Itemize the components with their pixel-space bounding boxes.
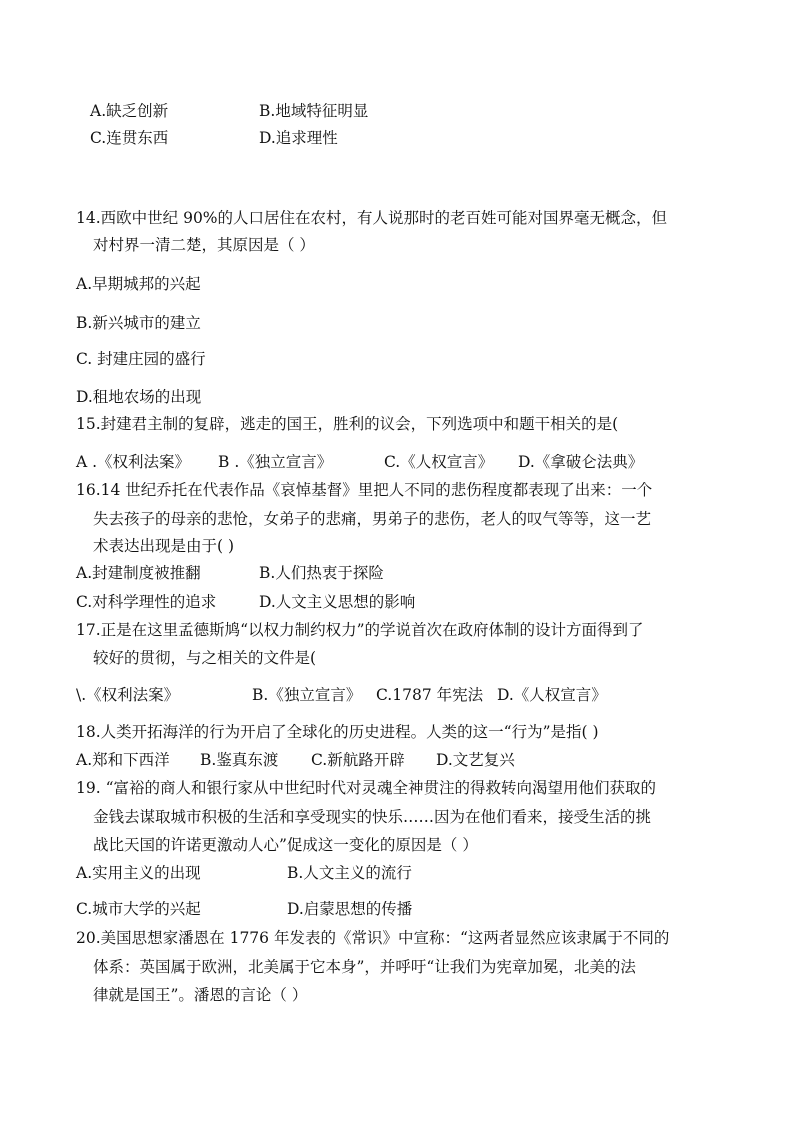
q14-option-a: A.早期城邦的兴起 [76, 275, 201, 293]
q15-option-b: B .《独立宣言》 [218, 453, 333, 471]
q19-stem-line-2: 金钱去谋取城市积极的生活和享受现实的快乐……因为在他们看来，接受生活的挑 [93, 808, 652, 826]
q16-stem-line-3: 术表达出现是由于( ) [93, 537, 235, 555]
q14-stem-line-1: 14.西欧中世纪 90%的人口居住在农村，有人说那时的老百姓可能对国界毫无概念，但 [76, 209, 668, 227]
q17-option-c: C.1787 年宪法 [376, 686, 484, 704]
q14-option-d: D.租地农场的出现 [76, 388, 202, 406]
q16-option-a: A.封建制度被推翻 [76, 564, 201, 582]
q15-option-a: A .《权利法案》 [76, 453, 191, 471]
q19-stem-line-1: 19. “富裕的商人和银行家从中世纪时代对灵魂全神贯注的得救转向渴望用他们获取的 [76, 779, 657, 797]
q20-stem-line-2: 体系：英国属于欧洲，北美属于它本身”，并呼吁“让我们为宪章加冕，北美的法 [93, 958, 636, 976]
q15-stem-line-1: 15.封建君主制的复辟，逃走的国王，胜利的议会，下列选项中和题干相关的是( [76, 415, 619, 433]
q17-stem-line-1: 17.正是在这里孟德斯鸠“以权力制约权力”的学说首次在政府体制的设计方面得到了 [76, 621, 644, 639]
q17-option-b: B.《独立宣言》 [252, 686, 362, 704]
q14-stem-line-2: 对村界一清二楚，其原因是（ ） [93, 236, 315, 254]
q18-option-c: C.新航路开辟 [311, 751, 405, 769]
q13-option-d: D.追求理性 [259, 129, 338, 147]
q19-option-c: C.城市大学的兴起 [76, 900, 201, 918]
q18-option-b: B.鉴真东渡 [200, 751, 279, 769]
q20-stem-line-3: 律就是国王”。潘恩的言论（ ） [93, 986, 308, 1004]
q15-option-d: D.《拿破仑法典》 [518, 453, 644, 471]
q15-option-c: C.《人权宣言》 [384, 453, 494, 471]
q17-option-a: \.《权利法案》 [76, 686, 180, 704]
q16-option-b: B.人们热衷于探险 [259, 564, 384, 582]
q18-option-d: D.文艺复兴 [436, 751, 515, 769]
q17-option-d: D.《人权宣言》 [497, 686, 607, 704]
q13-option-b: B.地域特征明显 [259, 102, 369, 120]
q19-stem-line-3: 战比天国的许诺更激动人心”促成这一变化的原因是（ ） [93, 836, 478, 854]
q20-stem-line-1: 20.美国思想家潘恩在 1776 年发表的《常识》中宣称：“这两者显然应该隶属于不同的 [76, 929, 670, 947]
q18-option-a: A.郑和下西洋 [76, 751, 170, 769]
q16-option-c: C.对科学理性的追求 [76, 593, 217, 611]
q16-stem-line-1: 16.14 世纪乔托在代表作品《哀悼基督》里把人不同的悲伤程度都表现了出来：一个 [76, 481, 653, 499]
q19-option-a: A.实用主义的出现 [76, 864, 201, 882]
q18-stem-line-1: 18.人类开拓海洋的行为开启了全球化的历史进程。人类的这一“行为”是指( ) [76, 723, 599, 741]
q19-option-d: D.启蒙思想的传播 [287, 900, 413, 918]
q13-option-c: C.连贯东西 [90, 129, 169, 147]
q13-option-a: A.缺乏创新 [90, 102, 169, 120]
q19-option-b: B.人文主义的流行 [287, 864, 412, 882]
q17-stem-line-2: 较好的贯彻，与之相关的文件是( [93, 649, 317, 667]
q14-option-b: B.新兴城市的建立 [76, 314, 201, 332]
q16-option-d: D.人文主义思想的影响 [259, 593, 416, 611]
q14-option-c: C. 封建庄园的盛行 [76, 350, 206, 368]
q16-stem-line-2: 失去孩子的母亲的悲怆，女弟子的悲痛，男弟子的悲伤，老人的叹气等等，这一艺 [93, 510, 652, 528]
